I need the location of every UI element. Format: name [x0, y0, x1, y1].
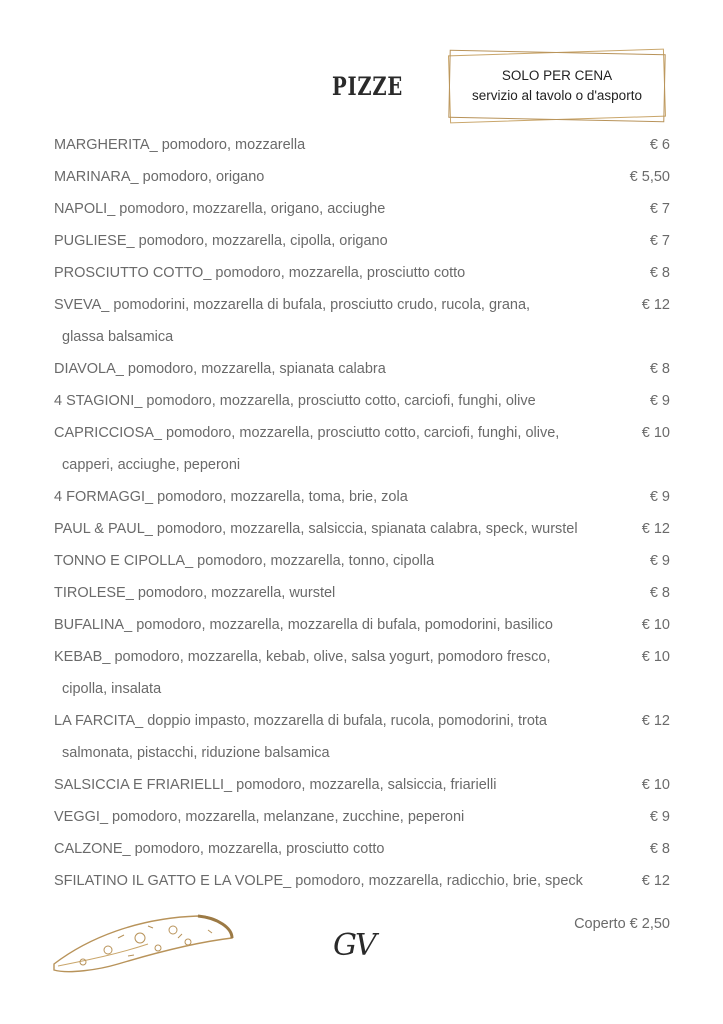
item-ingredients: pomodoro, mozzarella, mozzarella di bufala, pomodorini, basilico	[136, 617, 553, 633]
item-separator: _	[153, 425, 167, 441]
menu-item	[54, 262, 670, 294]
notice-line-2: servizio al tavolo o d'asporto	[472, 88, 642, 103]
cover-charge: Coperto € 2,50	[574, 916, 670, 932]
item-description	[54, 262, 465, 284]
item-name: PAUL & PAUL	[54, 521, 145, 537]
item-description	[54, 710, 547, 732]
item-name: SFILATINO IL GATTO E LA VOLPE	[54, 873, 284, 889]
item-separator: _	[125, 585, 138, 601]
item-ingredients: pomodoro, mozzarella, origano, acciughe	[119, 201, 386, 217]
item-price: € 5,50	[629, 169, 670, 185]
item-ingredients: pomodoro, mozzarella, kebab, olive, salsa yogurt, pomodoro fresco,	[114, 649, 551, 665]
menu-item	[54, 166, 670, 198]
menu-item	[54, 646, 670, 710]
item-price: € 12	[641, 873, 670, 889]
item-description	[54, 134, 305, 156]
item-price: € 8	[649, 265, 670, 281]
item-description	[54, 166, 264, 188]
item-description	[54, 550, 434, 572]
item-price: € 10	[641, 649, 670, 665]
item-price: € 8	[649, 585, 670, 601]
item-description	[54, 614, 553, 636]
menu-item	[54, 518, 670, 550]
page-title: PIZZE	[332, 72, 404, 101]
item-description	[54, 870, 583, 892]
item-separator: _	[283, 873, 296, 889]
item-description	[54, 646, 550, 668]
item-price: € 8	[649, 361, 670, 377]
menu-item	[54, 550, 670, 582]
item-separator: _	[124, 617, 137, 633]
item-price: € 12	[641, 713, 670, 729]
item-description	[54, 294, 530, 316]
item-name: 4 STAGIONI	[54, 393, 135, 409]
item-name: MARGHERITA	[54, 137, 150, 153]
item-separator: _	[185, 553, 198, 569]
item-description	[54, 198, 385, 220]
item-price: € 10	[641, 617, 670, 633]
item-price: € 12	[641, 297, 670, 313]
restaurant-logo: GV	[333, 928, 375, 963]
notice-line-1: SOLO PER CENA	[501, 68, 613, 83]
item-separator: _	[134, 393, 147, 409]
item-ingredients-continued: cipolla, insalata	[62, 681, 162, 697]
item-price: € 9	[649, 489, 670, 505]
item-ingredients: doppio impasto, mozzarella di bufala, rucola, pomodorini, trota	[147, 713, 547, 729]
item-separator: _	[224, 777, 237, 793]
pizza-menu-list	[54, 134, 670, 902]
menu-item	[54, 774, 670, 806]
item-ingredients-continued: salmonata, pistacchi, riduzione balsamica	[62, 745, 330, 761]
pizza-slice-illustration	[48, 908, 236, 978]
item-description	[54, 486, 408, 508]
item-separator: _	[145, 489, 158, 505]
item-name: CAPRICCIOSA	[54, 425, 154, 441]
dinner-only-notice	[449, 52, 665, 120]
item-price: € 9	[649, 809, 670, 825]
item-name: 4 FORMAGGI	[54, 489, 146, 505]
menu-item	[54, 870, 670, 902]
item-price: € 9	[649, 393, 670, 409]
menu-item	[54, 710, 670, 774]
menu-item	[54, 230, 670, 262]
item-ingredients: pomodoro, mozzarella, toma, brie, zola	[157, 489, 408, 505]
item-description	[54, 358, 386, 380]
menu-item	[54, 614, 670, 646]
item-ingredients: pomodoro, mozzarella	[161, 137, 306, 153]
item-separator: _	[149, 137, 162, 153]
item-description	[54, 774, 496, 796]
item-price: € 6	[649, 137, 670, 153]
item-name: NAPOLI	[54, 201, 108, 217]
item-description	[54, 518, 578, 540]
item-name: PROSCIUTTO COTTO	[54, 265, 204, 281]
menu-item	[54, 838, 670, 870]
item-price: € 7	[649, 233, 670, 249]
item-ingredients: pomodoro, mozzarella, cipolla, origano	[138, 233, 388, 249]
item-description	[54, 806, 464, 828]
item-ingredients: pomodoro, mozzarella, spianata calabra	[127, 361, 386, 377]
item-separator: _	[115, 361, 128, 377]
item-price: € 12	[641, 521, 670, 537]
item-description	[54, 422, 559, 444]
menu-item	[54, 198, 670, 230]
item-description	[54, 582, 335, 604]
item-description	[54, 838, 384, 860]
item-price: € 8	[649, 841, 670, 857]
item-price: € 10	[641, 425, 670, 441]
item-separator: _	[203, 265, 216, 281]
item-separator: _	[135, 713, 148, 729]
item-separator: _	[122, 841, 135, 857]
item-description	[54, 230, 388, 252]
item-description	[54, 390, 536, 412]
item-ingredients: pomodoro, mozzarella, wurstel	[137, 585, 336, 601]
item-ingredients: pomodoro, mozzarella, prosciutto cotto	[215, 265, 466, 281]
item-name: LA FARCITA	[54, 713, 136, 729]
item-price: € 7	[649, 201, 670, 217]
item-ingredients: pomodoro, mozzarella, melanzane, zucchine, peperoni	[112, 809, 465, 825]
menu-item	[54, 806, 670, 838]
item-separator: _	[102, 649, 115, 665]
item-name: CALZONE	[54, 841, 123, 857]
item-name: TIROLESE	[54, 585, 126, 601]
menu-item	[54, 486, 670, 518]
menu-item	[54, 422, 670, 486]
item-separator: _	[99, 809, 113, 825]
item-ingredients: pomodoro, mozzarella, salsiccia, friarielli	[236, 777, 497, 793]
item-name: TONNO E CIPOLLA	[54, 553, 186, 569]
item-name: KEBAB	[54, 649, 103, 665]
item-name: SALSICCIA E FRIARIELLI	[54, 777, 225, 793]
item-name: SVEVA	[54, 297, 102, 313]
menu-item	[54, 134, 670, 166]
item-ingredients: pomodoro, mozzarella, tonno, cipolla	[197, 553, 435, 569]
item-ingredients-continued: glassa balsamica	[62, 329, 174, 345]
item-name: PUGLIESE	[54, 233, 127, 249]
menu-item	[54, 294, 670, 358]
item-name: VEGGI	[54, 809, 100, 825]
item-price: € 9	[649, 553, 670, 569]
item-ingredients-continued: capperi, acciughe, peperoni	[62, 457, 241, 473]
item-ingredients: pomodoro, mozzarella, prosciutto cotto, carciofi, funghi, olive,	[166, 425, 560, 441]
item-ingredients: pomodoro, mozzarella, prosciutto cotto, carciofi, funghi, olive	[146, 393, 536, 409]
item-separator: _	[130, 169, 143, 185]
item-name: BUFALINA	[54, 617, 125, 633]
item-ingredients: pomodoro, mozzarella, prosciutto cotto	[134, 841, 385, 857]
item-price: € 10	[641, 777, 670, 793]
menu-item	[54, 390, 670, 422]
item-ingredients: pomodoro, mozzarella, radicchio, brie, speck	[295, 873, 583, 889]
item-ingredients: pomodoro, mozzarella, salsiccia, spianata calabra, speck, wurstel	[156, 521, 578, 537]
item-separator: _	[144, 521, 157, 537]
item-separator: _	[101, 297, 114, 313]
item-name: MARINARA	[54, 169, 131, 185]
item-name: DIAVOLA	[54, 361, 116, 377]
menu-item	[54, 582, 670, 614]
item-separator: _	[126, 233, 139, 249]
item-separator: _	[107, 201, 120, 217]
item-ingredients: pomodorini, mozzarella di bufala, prosciutto crudo, rucola, grana,	[113, 297, 531, 313]
menu-item	[54, 358, 670, 390]
item-ingredients: pomodoro, origano	[142, 169, 265, 185]
